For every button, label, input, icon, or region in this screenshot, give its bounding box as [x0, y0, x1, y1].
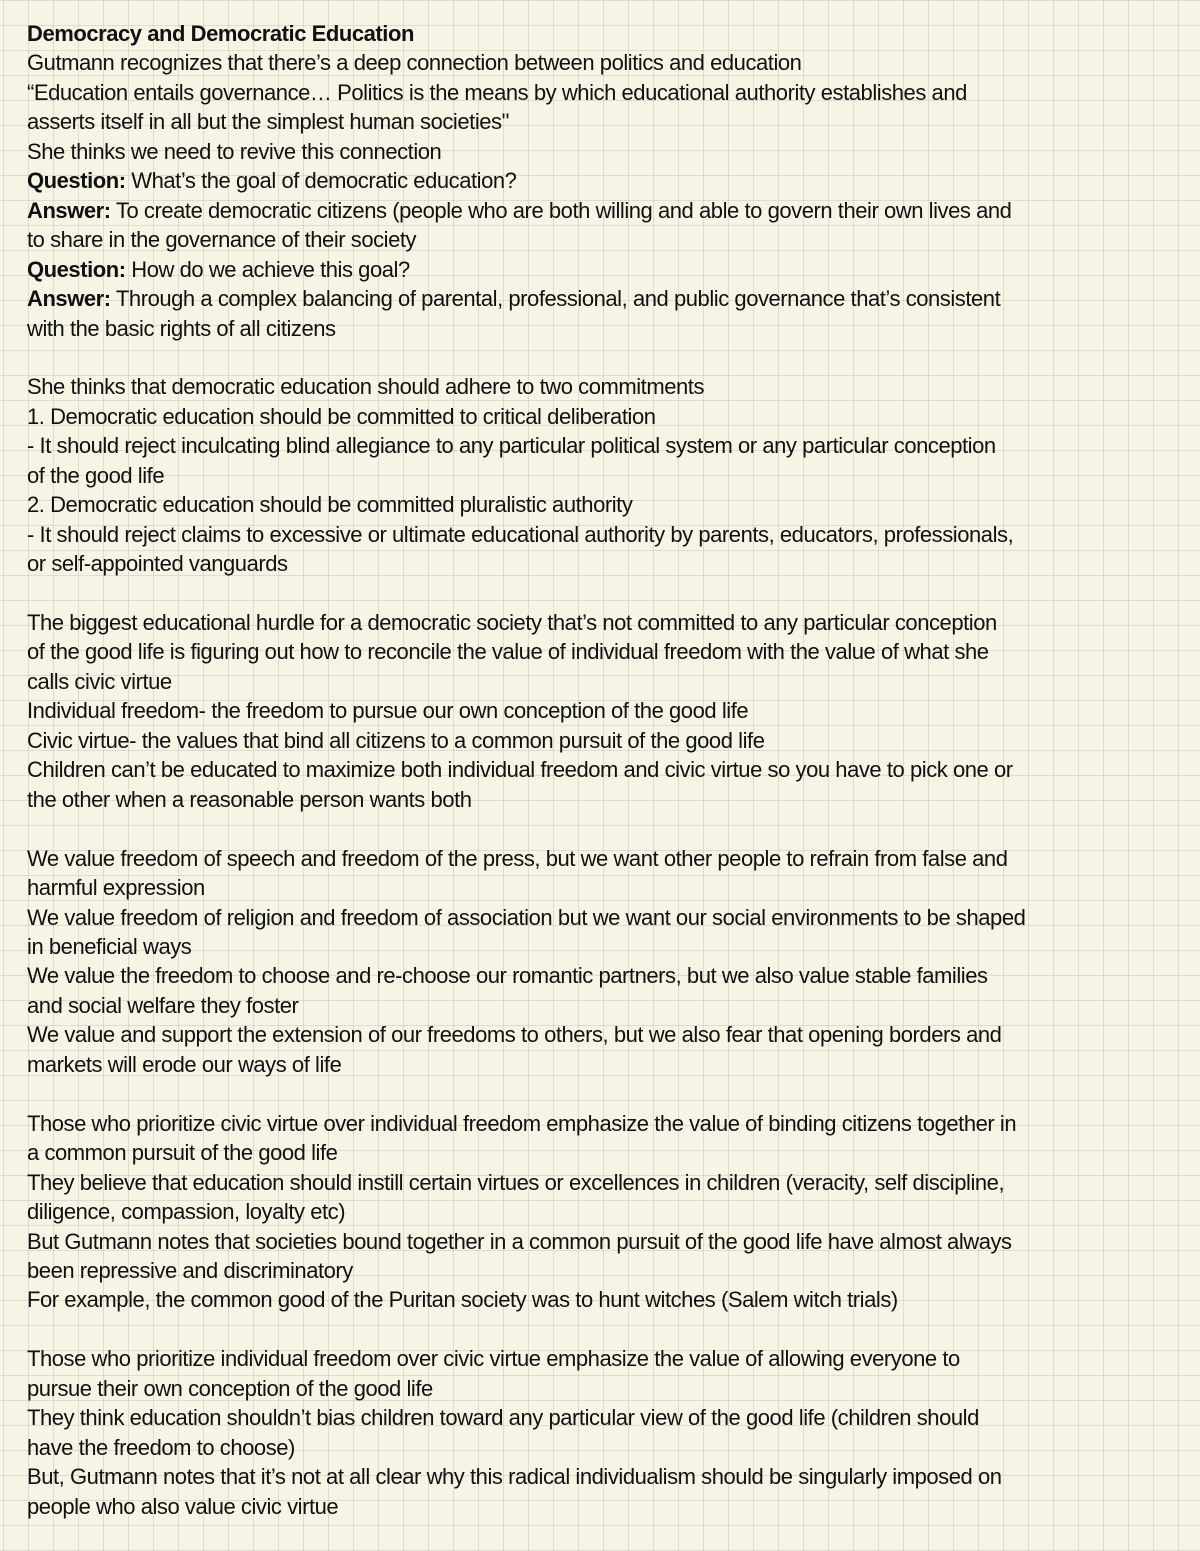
intro-line-4: She thinks we need to revive this connection: [27, 138, 442, 164]
answer-2-continued: with the basic rights of all citizens: [27, 315, 336, 341]
values-line-5: We value the freedom to choose and re-choose our romantic partners, but we also value stable families: [27, 963, 988, 989]
intro-line-2: “Education entails governance… Politics is the means by which educational authority establishes and: [27, 79, 967, 105]
answer-text: Through a complex balancing of parental, professional, and public governance that’s consistent: [110, 286, 1001, 312]
individual-line-1: Those who prioritize individual freedom over civic virtue emphasize the value of allowing everyone to: [27, 1346, 960, 1372]
commitments-line-1: She thinks that democratic education should adhere to two commitments: [27, 374, 704, 400]
note-body[interactable]: [27, 19, 1200, 1521]
blank-line: [27, 814, 1200, 843]
blank-line: [27, 579, 1200, 608]
values-line-7: We value and support the extension of our freedoms to others, but we also fear that opening borders and: [27, 1022, 1002, 1048]
answer-label: Answer:: [27, 197, 111, 223]
hurdle-line-6: Children can’t be educated to maximize both individual freedom and civic virtue so you have to pick one or: [27, 757, 1013, 783]
answer-1-continued: to share in the governance of their society: [27, 227, 417, 253]
answer-1: [27, 196, 1200, 225]
blank-line: [27, 1079, 1200, 1108]
commitments-line-6: - It should reject claims to excessive or ultimate educational authority by parents, educators, professionals,: [27, 521, 1014, 547]
civic-line-4: diligence, compassion, loyalty etc): [27, 1199, 346, 1225]
commitments-line-3: - It should reject inculcating blind allegiance to any particular political system or any particular conception: [27, 433, 996, 459]
question-text: What’s the goal of democratic education?: [125, 168, 517, 194]
individual-line-4: have the freedom to choose): [27, 1434, 295, 1460]
values-line-6: and social welfare they foster: [27, 992, 299, 1018]
blank-line: [27, 343, 1200, 372]
question-text: How do we achieve this goal?: [125, 256, 410, 282]
question-label: Question:: [27, 256, 126, 282]
hurdle-line-4: Individual freedom- the freedom to pursue our own conception of the good life: [27, 698, 749, 724]
individual-line-6: people who also value civic virtue: [27, 1493, 339, 1519]
civic-line-2: a common pursuit of the good life: [27, 1140, 338, 1166]
note-title: Democracy and Democratic Education: [27, 21, 414, 46]
hurdle-line-1: The biggest educational hurdle for a democratic society that’s not committed to any particular conception: [27, 610, 997, 636]
values-line-2: harmful expression: [27, 875, 205, 901]
commitments-line-7: or self-appointed vanguards: [27, 551, 288, 577]
hurdle-line-2: of the good life is figuring out how to reconcile the value of individual freedom with the value of what she: [27, 639, 989, 665]
answer-text: To create democratic citizens (people who are both willing and able to govern their own lives and: [110, 197, 1012, 223]
commitments-line-5: 2. Democratic education should be committed pluralistic authority: [27, 492, 633, 518]
values-line-3: We value freedom of religion and freedom of association but we want our social environments to be shaped: [27, 904, 1026, 930]
commitments-line-4: of the good life: [27, 462, 165, 488]
individual-line-3: They think education shouldn’t bias children toward any particular view of the good life (children should: [27, 1405, 979, 1431]
values-line-4: in beneficial ways: [27, 934, 192, 959]
civic-line-7: For example, the common good of the Puritan society was to hunt witches (Salem witch trials): [27, 1287, 898, 1313]
civic-line-1: Those who prioritize civic virtue over individual freedom emphasize the value of binding citizens together in: [27, 1110, 1017, 1136]
hurdle-line-7: the other when a reasonable person wants both: [27, 786, 472, 812]
commitments-line-2: 1. Democratic education should be committed to critical deliberation: [27, 403, 656, 429]
question-label: Question:: [27, 168, 126, 194]
hurdle-line-3: calls civic virtue: [27, 668, 172, 694]
civic-line-6: been repressive and discriminatory: [27, 1257, 353, 1283]
hurdle-line-5: Civic virtue- the values that bind all citizens to a common pursuit of the good life: [27, 727, 765, 753]
answer-label: Answer:: [27, 286, 111, 312]
civic-line-3: They believe that education should instill certain virtues or excellences in children (veracity, self discipline,: [27, 1169, 1005, 1195]
values-line-8: markets will erode our ways of life: [27, 1051, 342, 1077]
individual-line-2: pursue their own conception of the good life: [27, 1375, 433, 1401]
intro-line-1: Gutmann recognizes that there’s a deep connection between politics and education: [27, 50, 802, 76]
values-line-1: We value freedom of speech and freedom of the press, but we want other people to refrain from false and: [27, 845, 1008, 871]
civic-line-5: But Gutmann notes that societies bound together in a common pursuit of the good life have almost always: [27, 1228, 1012, 1254]
question-1: [27, 166, 1200, 195]
intro-line-3: asserts itself in all but the simplest human societies": [27, 109, 509, 135]
question-2: [27, 255, 1200, 284]
individual-line-5: But, Gutmann notes that it’s not at all clear why this radical individualism should be singularly imposed on: [27, 1464, 1002, 1490]
blank-line: [27, 1315, 1200, 1344]
answer-2: [27, 284, 1200, 313]
